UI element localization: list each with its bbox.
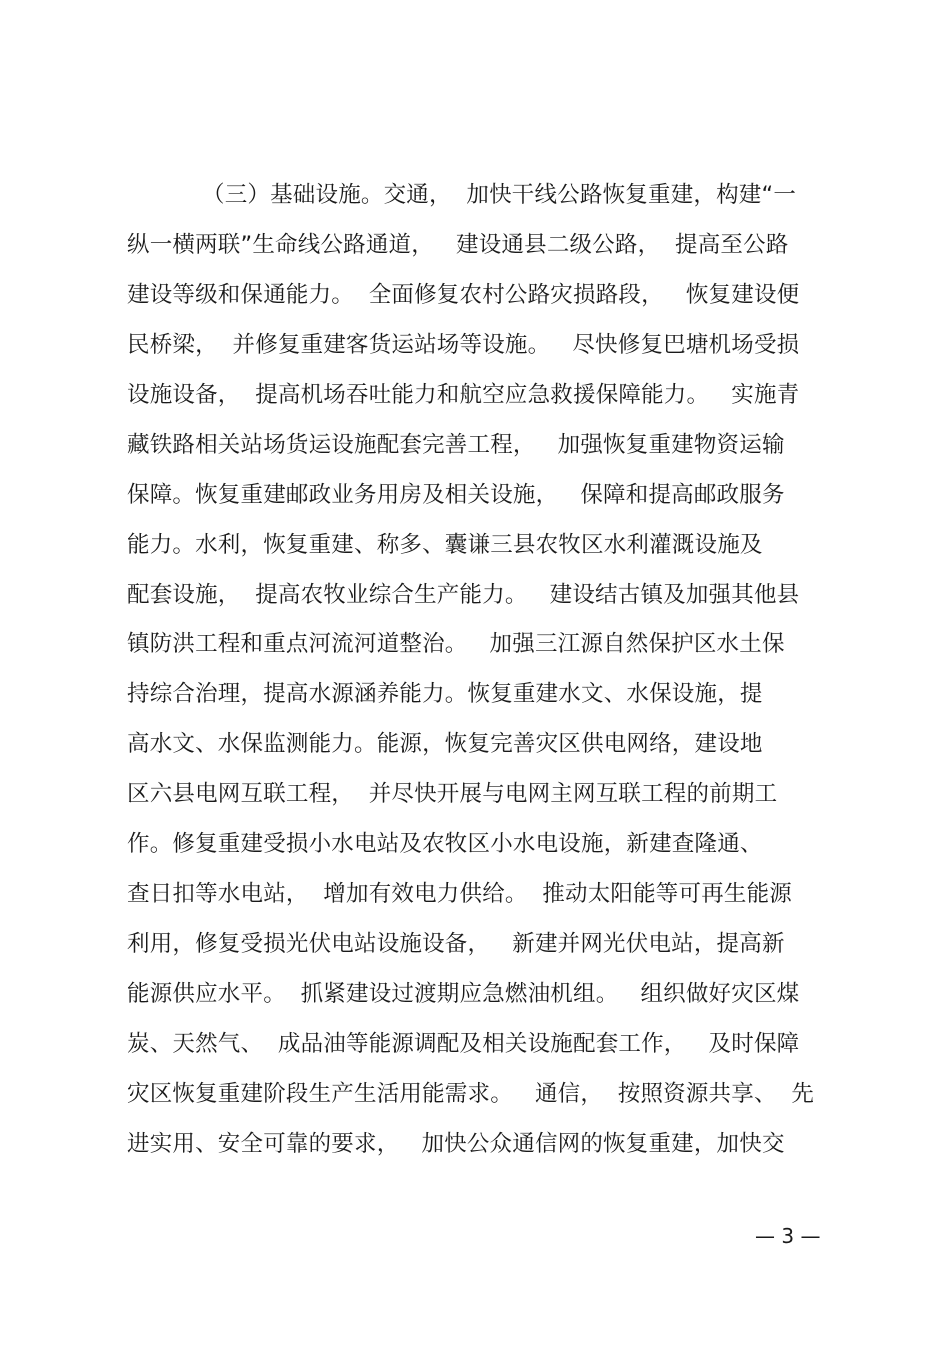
text-line: 能源供应水平。 抓紧建设过渡期应急燃油机组。 组织做好灾区煤 bbox=[127, 981, 800, 1007]
text-line: 能力。水利，恢复重建、称多、囊谦三县农牧区水利灌溉设施及 bbox=[127, 532, 763, 558]
text-line: 持综合治理，提高水源涵养能力。恢复重建水文、水保设施，提 bbox=[127, 681, 763, 707]
text-line: 灾区恢复重建阶段生产生活用能需求。 通信， 按照资源共享、 先 bbox=[127, 1081, 815, 1107]
text-line: 配套设施， 提高农牧业综合生产能力。 建设结古镇及加强其他县 bbox=[127, 582, 800, 608]
text-line: 建设等级和保通能力。 全面修复农村公路灾损路段， 恢复建设便 bbox=[127, 282, 800, 308]
text-line: 区六县电网互联工程， 并尽快开展与电网主网互联工程的前期工 bbox=[127, 781, 778, 807]
text-line: 民桥梁， 并修复重建客货运站场等设施。 尽快修复巴塘机场受损 bbox=[127, 332, 800, 358]
page-number: — 3 — bbox=[755, 1224, 821, 1248]
text-line: 高水文、水保监测能力。能源，恢复完善灾区供电网络，建设地 bbox=[127, 731, 763, 757]
text-line: 查日扣等水电站， 增加有效电力供给。 推动太阳能等可再生能源 bbox=[127, 881, 793, 907]
text-line: 纵一横两联”生命线公路通道， 建设通县二级公路， 提高至公路 bbox=[127, 232, 789, 258]
text-line: 保障。恢复重建邮政业务用房及相关设施， 保障和提高邮政服务 bbox=[127, 482, 785, 508]
text-line: 炭、天然气、 成品油等能源调配及相关设施配套工作， 及时保障 bbox=[127, 1031, 800, 1057]
text-line: 设施设备， 提高机场吞吐能力和航空应急救援保障能力。 实施青 bbox=[127, 382, 800, 408]
text-line: 利用，修复受损光伏电站设施设备， 新建并网光伏电站，提高新 bbox=[127, 931, 785, 957]
text-line: 作。修复重建受损小水电站及农牧区小水电设施，新建查隆通、 bbox=[127, 831, 763, 857]
text-line: 藏铁路相关站场货运设施配套完善工程， 加强恢复重建物资运输 bbox=[127, 432, 785, 458]
text-line: 镇防洪工程和重点河流河道整治。 加强三江源自然保护区水土保 bbox=[127, 631, 785, 657]
text-line: 进实用、安全可靠的要求， 加快公众通信网的恢复重建，加快交 bbox=[127, 1131, 785, 1157]
text-line: （三）基础设施。交通， 加快干线公路恢复重建，构建“一 bbox=[202, 182, 797, 208]
